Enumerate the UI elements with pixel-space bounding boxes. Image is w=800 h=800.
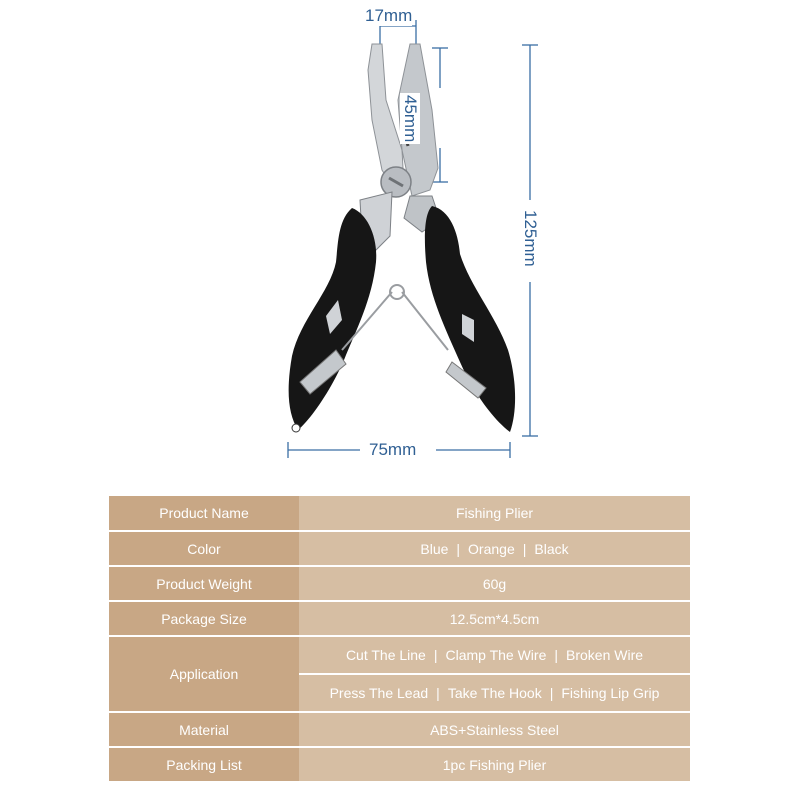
spec-row-product-weight (109, 566, 690, 601)
separator: | (554, 647, 559, 663)
dimension-jaw-length: 45mm (401, 95, 420, 143)
spec-row-color (109, 531, 690, 566)
separator: | (436, 685, 440, 701)
spec-label: Product Weight (109, 566, 299, 601)
spec-value (299, 531, 690, 566)
spec-label: Product Name (109, 496, 299, 531)
spec-row-product-name (109, 496, 690, 531)
spec-label: Material (109, 712, 299, 747)
separator: | (433, 647, 438, 663)
spec-row-material (109, 712, 690, 747)
color-option: Orange (468, 540, 515, 557)
separator: | (549, 685, 554, 701)
spec-label: Application (109, 636, 299, 712)
color-option: Blue (420, 540, 449, 557)
spec-value: Fishing Plier (299, 496, 690, 531)
spec-value: ABS+Stainless Steel (299, 712, 690, 747)
application-item: Take The Hook (447, 685, 542, 701)
application-item: Broken Wire (566, 647, 644, 663)
spec-label: Package Size (109, 601, 299, 636)
dimension-total-length: 125mm (520, 207, 540, 270)
application-item: Cut The Line (345, 647, 426, 663)
dimension-handle-width: 75mm (365, 440, 420, 460)
separator: | (456, 540, 461, 557)
spec-value: 12.5cm*4.5cm (299, 601, 690, 636)
application-item: Fishing Lip Grip (561, 685, 660, 701)
spec-value: 1pc Fishing Plier (299, 747, 690, 782)
separator: | (522, 540, 527, 557)
application-line-1 (299, 637, 690, 675)
spec-value (299, 636, 690, 712)
application-line-2 (299, 675, 690, 711)
application-item: Press The Lead (329, 685, 429, 701)
spec-label: Packing List (109, 747, 299, 782)
spec-label: Color (109, 531, 299, 566)
application-item: Clamp The Wire (445, 647, 547, 663)
spec-row-package-size (109, 601, 690, 636)
spec-table (109, 496, 690, 783)
spec-row-packing-list (109, 747, 690, 782)
spec-value: 60g (299, 566, 690, 601)
color-option: Black (534, 540, 569, 557)
dimension-tip-width: 17mm (365, 6, 413, 25)
spec-row-application (109, 636, 690, 712)
